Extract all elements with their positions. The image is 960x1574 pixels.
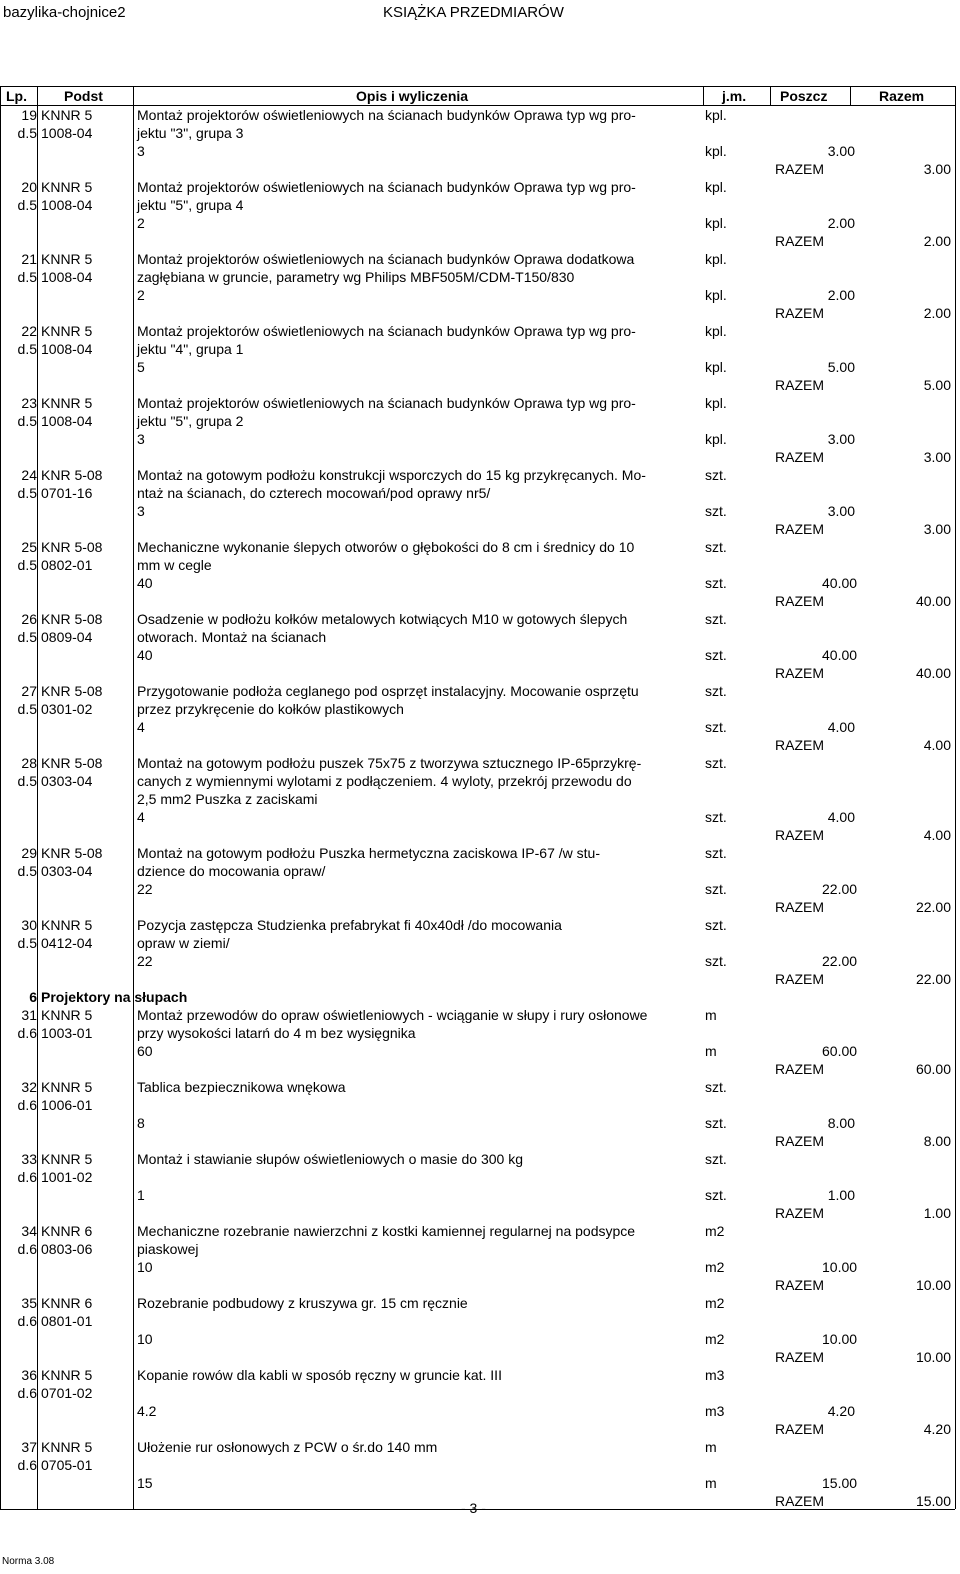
razemtxt-cell: RAZEM: [775, 1421, 824, 1437]
jm-cell: szt.: [705, 611, 727, 627]
jm-cell: szt.: [705, 809, 727, 825]
razemtxt-cell: RAZEM: [775, 737, 824, 753]
desc-cell: 5: [137, 359, 145, 375]
section-title: Projektory na słupach: [41, 989, 188, 1005]
razemtxt-cell: RAZEM: [775, 1205, 824, 1221]
podst-cell: 1006-01: [41, 1097, 93, 1113]
val-cell: 10.00: [915, 1349, 951, 1365]
lp-cell: 30: [21, 917, 37, 933]
podst-cell: KNR 5-08: [41, 539, 103, 555]
jm-cell: szt.: [705, 953, 727, 969]
val-cell: 4.00: [923, 737, 951, 753]
sub-cell: d.5: [17, 629, 37, 645]
desc-cell: Mechaniczne rozebranie nawierzchni z kostki kamiennej regularnej na podsypce: [137, 1223, 636, 1239]
sub-cell: d.5: [17, 863, 37, 879]
desc-cell: Montaż projektorów oświetleniowych na ścianach budynków Oprawa typ wg pro-: [137, 179, 636, 195]
lp-cell: 36: [21, 1367, 37, 1383]
desc-cell: 22: [137, 953, 153, 969]
col-razem: Razem: [879, 88, 925, 104]
lp-cell: 31: [21, 1007, 37, 1023]
jm-cell: m2: [705, 1259, 725, 1275]
jm-cell: m: [705, 1475, 717, 1491]
lp-cell: 22: [21, 323, 37, 339]
jm-cell: szt.: [705, 881, 727, 897]
sub-cell: d.6: [17, 1457, 37, 1473]
podst-cell: 0802-01: [41, 557, 93, 573]
desc-cell: Rozebranie podbudowy z kruszywa gr. 15 cm ręcznie: [137, 1295, 468, 1311]
desc-cell: 3: [137, 431, 145, 447]
podst-cell: 1008-04: [41, 197, 93, 213]
val-cell: 4.20: [923, 1421, 951, 1437]
desc-cell: Przygotowanie podłoża ceglanego pod osprzęt instalacyjny. Mocowanie osprzętu: [137, 683, 639, 699]
col-podst: Podst: [64, 88, 103, 104]
razemtxt-cell: RAZEM: [775, 827, 824, 843]
val-cell: 3.00: [923, 449, 951, 465]
podst-cell: KNR 5-08: [41, 611, 103, 627]
desc-cell: Osadzenie w podłożu kołków metalowych kotwiących M10 w gotowych ślepych: [137, 611, 628, 627]
desc-cell: canych z wymiennymi wylotami z podłączeniem. 4 wyloty, przekrój przewodu do: [137, 773, 632, 789]
lp-cell: 37: [21, 1439, 37, 1455]
lp-cell: 20: [21, 179, 37, 195]
qty-val-cell: 40.00: [822, 575, 858, 591]
razemtxt-cell: RAZEM: [775, 449, 824, 465]
val-cell: 10.00: [915, 1277, 951, 1293]
qty-val-cell: 15.00: [822, 1475, 858, 1491]
val-cell: 1.00: [923, 1205, 951, 1221]
desc-cell: jektu "5", grupa 2: [137, 413, 244, 429]
jm-cell: kpl.: [705, 251, 727, 267]
jm-cell: szt.: [705, 1151, 727, 1167]
norma-version: Norma 3.08: [2, 1556, 55, 1567]
desc-cell: Montaż projektorów oświetleniowych na ścianach budynków Oprawa typ wg pro-: [137, 395, 636, 411]
val-cell: 8.00: [923, 1133, 951, 1149]
val-cell: 4.00: [923, 827, 951, 843]
lp-cell: 34: [21, 1223, 37, 1239]
jm-cell: szt.: [705, 719, 727, 735]
desc-cell: piaskowej: [137, 1241, 199, 1257]
desc-cell: Pozycja zastępcza Studzienka prefabrykat fi 40x40dł /do mocowania: [137, 917, 562, 933]
jm-cell: m3: [705, 1367, 725, 1383]
podst-cell: KNNR 6: [41, 1295, 93, 1311]
page-number: - 3 -: [461, 1500, 486, 1516]
col-opis: Opis i wyliczenia: [356, 88, 469, 104]
sub-cell: d.5: [17, 413, 37, 429]
jm-cell: m2: [705, 1223, 725, 1239]
desc-cell: 2: [137, 287, 145, 303]
desc-cell: 2: [137, 215, 145, 231]
desc-cell: zagłębiana w gruncie, parametry wg Philips MBF505M/CDM-T150/830: [137, 269, 575, 285]
podst-cell: 1001-02: [41, 1169, 93, 1185]
lp-cell: 28: [21, 755, 37, 771]
sub-cell: d.6: [17, 1097, 37, 1113]
table-rule: [955, 86, 956, 1509]
razemtxt-cell: RAZEM: [775, 1277, 824, 1293]
qty-val-cell: 3.00: [827, 503, 855, 519]
desc-cell: 10: [137, 1331, 153, 1347]
razemtxt-cell: RAZEM: [775, 161, 824, 177]
desc-cell: Montaż projektorów oświetleniowych na ścianach budynków Oprawa typ wg pro-: [137, 323, 636, 339]
desc-cell: Montaż projektorów oświetleniowych na ścianach budynków Oprawa typ wg pro-: [137, 107, 636, 123]
razemtxt-cell: RAZEM: [775, 593, 824, 609]
desc-cell: Kopanie rowów dla kabli w sposób ręczny w gruncie kat. III: [137, 1367, 502, 1383]
desc-cell: Ułożenie rur osłonowych z PCW o śr.do 140 mm: [137, 1439, 438, 1455]
desc-cell: 60: [137, 1043, 153, 1059]
desc-cell: Montaż na gotowym podłożu Puszka hermetyczna zaciskowa IP-67 /w stu-: [137, 845, 600, 861]
jm-cell: kpl.: [705, 359, 727, 375]
val-cell: 40.00: [915, 593, 951, 609]
lp-cell: 19: [21, 107, 37, 123]
jm-cell: m: [705, 1043, 717, 1059]
lp-cell: 32: [21, 1079, 37, 1095]
desc-cell: opraw w ziemi/: [137, 935, 230, 951]
desc-cell: jektu "3", grupa 3: [137, 125, 244, 141]
lp-cell: 35: [21, 1295, 37, 1311]
podst-cell: KNNR 5: [41, 395, 93, 411]
podst-cell: 0801-01: [41, 1313, 93, 1329]
desc-cell: Tablica bezpiecznikowa wnękowa: [137, 1079, 346, 1095]
desc-cell: jektu "5", grupa 4: [137, 197, 244, 213]
qty-val-cell: 40.00: [822, 647, 858, 663]
qty-val-cell: 22.00: [822, 953, 858, 969]
col-poszcz: Poszcz: [780, 88, 828, 104]
jm-cell: szt.: [705, 755, 727, 771]
podst-cell: 0412-04: [41, 935, 93, 951]
col-lp: Lp.: [6, 88, 27, 104]
qty-val-cell: 8.00: [827, 1115, 855, 1131]
jm-cell: kpl.: [705, 395, 727, 411]
razemtxt-cell: RAZEM: [775, 1061, 824, 1077]
razemtxt-cell: RAZEM: [775, 1133, 824, 1149]
jm-cell: kpl.: [705, 323, 727, 339]
qty-val-cell: 4.00: [827, 809, 855, 825]
desc-cell: 15: [137, 1475, 153, 1491]
podst-cell: 1008-04: [41, 269, 93, 285]
val-cell: 2.00: [923, 305, 951, 321]
podst-cell: KNNR 5: [41, 323, 93, 339]
qty-val-cell: 5.00: [827, 359, 855, 375]
jm-cell: kpl.: [705, 431, 727, 447]
podst-cell: 0803-06: [41, 1241, 93, 1257]
val-cell: 15.00: [915, 1493, 951, 1509]
jm-cell: szt.: [705, 539, 727, 555]
desc-cell: ntaż na ścianach, do czterech mocowań/pod oprawy nr5/: [137, 485, 491, 501]
razemtxt-cell: RAZEM: [775, 899, 824, 915]
lp-cell: 24: [21, 467, 37, 483]
jm-cell: szt.: [705, 917, 727, 933]
razemtxt-cell: RAZEM: [775, 665, 824, 681]
desc-cell: przy wysokości latarń do 4 m bez wysięgnika: [137, 1025, 416, 1041]
desc-cell: 1: [137, 1187, 145, 1203]
podst-cell: KNNR 5: [41, 1367, 93, 1383]
desc-cell: 3: [137, 143, 145, 159]
desc-cell: 4: [137, 719, 145, 735]
desc-cell: 22: [137, 881, 153, 897]
desc-cell: 4.2: [137, 1403, 157, 1419]
val-cell: 5.00: [923, 377, 951, 393]
desc-cell: 40: [137, 647, 153, 663]
desc-cell: Mechaniczne wykonanie ślepych otworów o głębokości do 8 cm i średnicy do 10: [137, 539, 635, 555]
podst-cell: KNR 5-08: [41, 683, 103, 699]
qty-val-cell: 10.00: [822, 1259, 858, 1275]
desc-cell: Montaż przewodów do opraw oświetleniowych - wciąganie w słupy i rury osłonowe: [137, 1007, 648, 1023]
podst-cell: KNR 5-08: [41, 755, 103, 771]
desc-cell: 40: [137, 575, 153, 591]
podst-cell: 1008-04: [41, 413, 93, 429]
qty-val-cell: 22.00: [822, 881, 858, 897]
jm-cell: m3: [705, 1403, 725, 1419]
sub-cell: d.5: [17, 125, 37, 141]
qty-val-cell: 1.00: [827, 1187, 855, 1203]
jm-cell: m: [705, 1439, 717, 1455]
val-cell: 40.00: [915, 665, 951, 681]
podst-cell: 0809-04: [41, 629, 93, 645]
jm-cell: szt.: [705, 503, 727, 519]
lp-cell: 23: [21, 395, 37, 411]
desc-cell: 8: [137, 1115, 145, 1131]
table-rule: [133, 86, 134, 1509]
qty-val-cell: 10.00: [822, 1331, 858, 1347]
desc-cell: 4: [137, 809, 145, 825]
podst-cell: KNNR 5: [41, 917, 93, 933]
jm-cell: szt.: [705, 467, 727, 483]
document-header-left: bazylika-chojnice2: [3, 4, 126, 21]
razemtxt-cell: RAZEM: [775, 377, 824, 393]
sub-cell: d.5: [17, 701, 37, 717]
podst-cell: KNNR 5: [41, 1007, 93, 1023]
jm-cell: kpl.: [705, 215, 727, 231]
desc-cell: jektu "4", grupa 1: [137, 341, 244, 357]
desc-cell: Montaż na gotowym podłożu konstrukcji wsporczych do 15 kg przykręcanych. Mo-: [137, 467, 646, 483]
jm-cell: kpl.: [705, 287, 727, 303]
desc-cell: 3: [137, 503, 145, 519]
podst-cell: KNNR 6: [41, 1223, 93, 1239]
jm-cell: m2: [705, 1331, 725, 1347]
qty-val-cell: 2.00: [827, 215, 855, 231]
desc-cell: Montaż projektorów oświetleniowych na ścianach budynków Oprawa dodatkowa: [137, 251, 635, 267]
table-rule: [37, 86, 38, 1509]
sub-cell: d.5: [17, 341, 37, 357]
podst-cell: KNNR 5: [41, 1439, 93, 1455]
jm-cell: kpl.: [705, 107, 727, 123]
sub-cell: d.5: [17, 485, 37, 501]
razemtxt-cell: RAZEM: [775, 233, 824, 249]
jm-cell: szt.: [705, 1187, 727, 1203]
sub-cell: d.5: [17, 935, 37, 951]
jm-cell: szt.: [705, 683, 727, 699]
sub-cell: d.5: [17, 197, 37, 213]
podst-cell: 1003-01: [41, 1025, 93, 1041]
razemtxt-cell: RAZEM: [775, 305, 824, 321]
sub-cell: d.6: [17, 1169, 37, 1185]
desc-cell: przez przykręcenie do kołków plastikowych: [137, 701, 404, 717]
lp-cell: 33: [21, 1151, 37, 1167]
podst-cell: 0701-16: [41, 485, 93, 501]
podst-cell: 0301-02: [41, 701, 93, 717]
desc-cell: otworach. Montaż na ścianach: [137, 629, 327, 645]
sub-cell: d.5: [17, 557, 37, 573]
desc-cell: 10: [137, 1259, 153, 1275]
lp-cell: 29: [21, 845, 37, 861]
qty-val-cell: 4.20: [827, 1403, 855, 1419]
sub-cell: d.6: [17, 1313, 37, 1329]
jm-cell: kpl.: [705, 143, 727, 159]
podst-cell: KNNR 5: [41, 1151, 93, 1167]
jm-cell: szt.: [705, 1115, 727, 1131]
podst-cell: KNNR 5: [41, 107, 93, 123]
podst-cell: 0303-04: [41, 863, 93, 879]
podst-cell: 1008-04: [41, 341, 93, 357]
jm-cell: m: [705, 1007, 717, 1023]
podst-cell: 0705-01: [41, 1457, 93, 1473]
podst-cell: KNR 5-08: [41, 845, 103, 861]
jm-cell: szt.: [705, 845, 727, 861]
qty-val-cell: 60.00: [822, 1043, 858, 1059]
lp-cell: 27: [21, 683, 37, 699]
razemtxt-cell: RAZEM: [775, 521, 824, 537]
desc-cell: Montaż na gotowym podłożu puszek 75x75 z tworzywa sztucznego IP-65przykrę-: [137, 755, 642, 771]
podst-cell: KNR 5-08: [41, 467, 103, 483]
podst-cell: KNNR 5: [41, 179, 93, 195]
razemtxt-cell: RAZEM: [775, 971, 824, 987]
sub-cell: d.6: [17, 1025, 37, 1041]
jm-cell: szt.: [705, 1079, 727, 1095]
val-cell: 22.00: [915, 899, 951, 915]
val-cell: 22.00: [915, 971, 951, 987]
lp-cell: 26: [21, 611, 37, 627]
val-cell: 3.00: [923, 161, 951, 177]
podst-cell: 0303-04: [41, 773, 93, 789]
sub-cell: d.6: [17, 1385, 37, 1401]
val-cell: 3.00: [923, 521, 951, 537]
qty-val-cell: 3.00: [827, 431, 855, 447]
col-jm: j.m.: [722, 88, 747, 104]
podst-cell: 0701-02: [41, 1385, 93, 1401]
desc-cell: mm w cegle: [137, 557, 212, 573]
document-header-title: KSIĄŻKA PRZEDMIARÓW: [383, 4, 564, 21]
desc-cell: Montaż i stawianie słupów oświetleniowych o masie do 300 kg: [137, 1151, 523, 1167]
lp-cell: 21: [21, 251, 37, 267]
razemtxt-cell: RAZEM: [775, 1493, 824, 1509]
podst-cell: KNNR 5: [41, 251, 93, 267]
column-headers: [0, 86, 955, 106]
sub-cell: d.6: [17, 1241, 37, 1257]
sub-cell: d.5: [17, 773, 37, 789]
desc-cell: 2,5 mm2 Puszka z zaciskami: [137, 791, 318, 807]
qty-val-cell: 3.00: [827, 143, 855, 159]
val-cell: 60.00: [915, 1061, 951, 1077]
podst-cell: 1008-04: [41, 125, 93, 141]
jm-cell: m2: [705, 1295, 725, 1311]
lp-cell: 25: [21, 539, 37, 555]
sub-cell: d.5: [17, 269, 37, 285]
qty-val-cell: 2.00: [827, 287, 855, 303]
jm-cell: szt.: [705, 575, 727, 591]
section-number: 6: [29, 989, 37, 1005]
qty-val-cell: 4.00: [827, 719, 855, 735]
val-cell: 2.00: [923, 233, 951, 249]
razemtxt-cell: RAZEM: [775, 1349, 824, 1365]
podst-cell: KNNR 5: [41, 1079, 93, 1095]
desc-cell: dzience do mocowania opraw/: [137, 863, 326, 879]
jm-cell: szt.: [705, 647, 727, 663]
jm-cell: kpl.: [705, 179, 727, 195]
